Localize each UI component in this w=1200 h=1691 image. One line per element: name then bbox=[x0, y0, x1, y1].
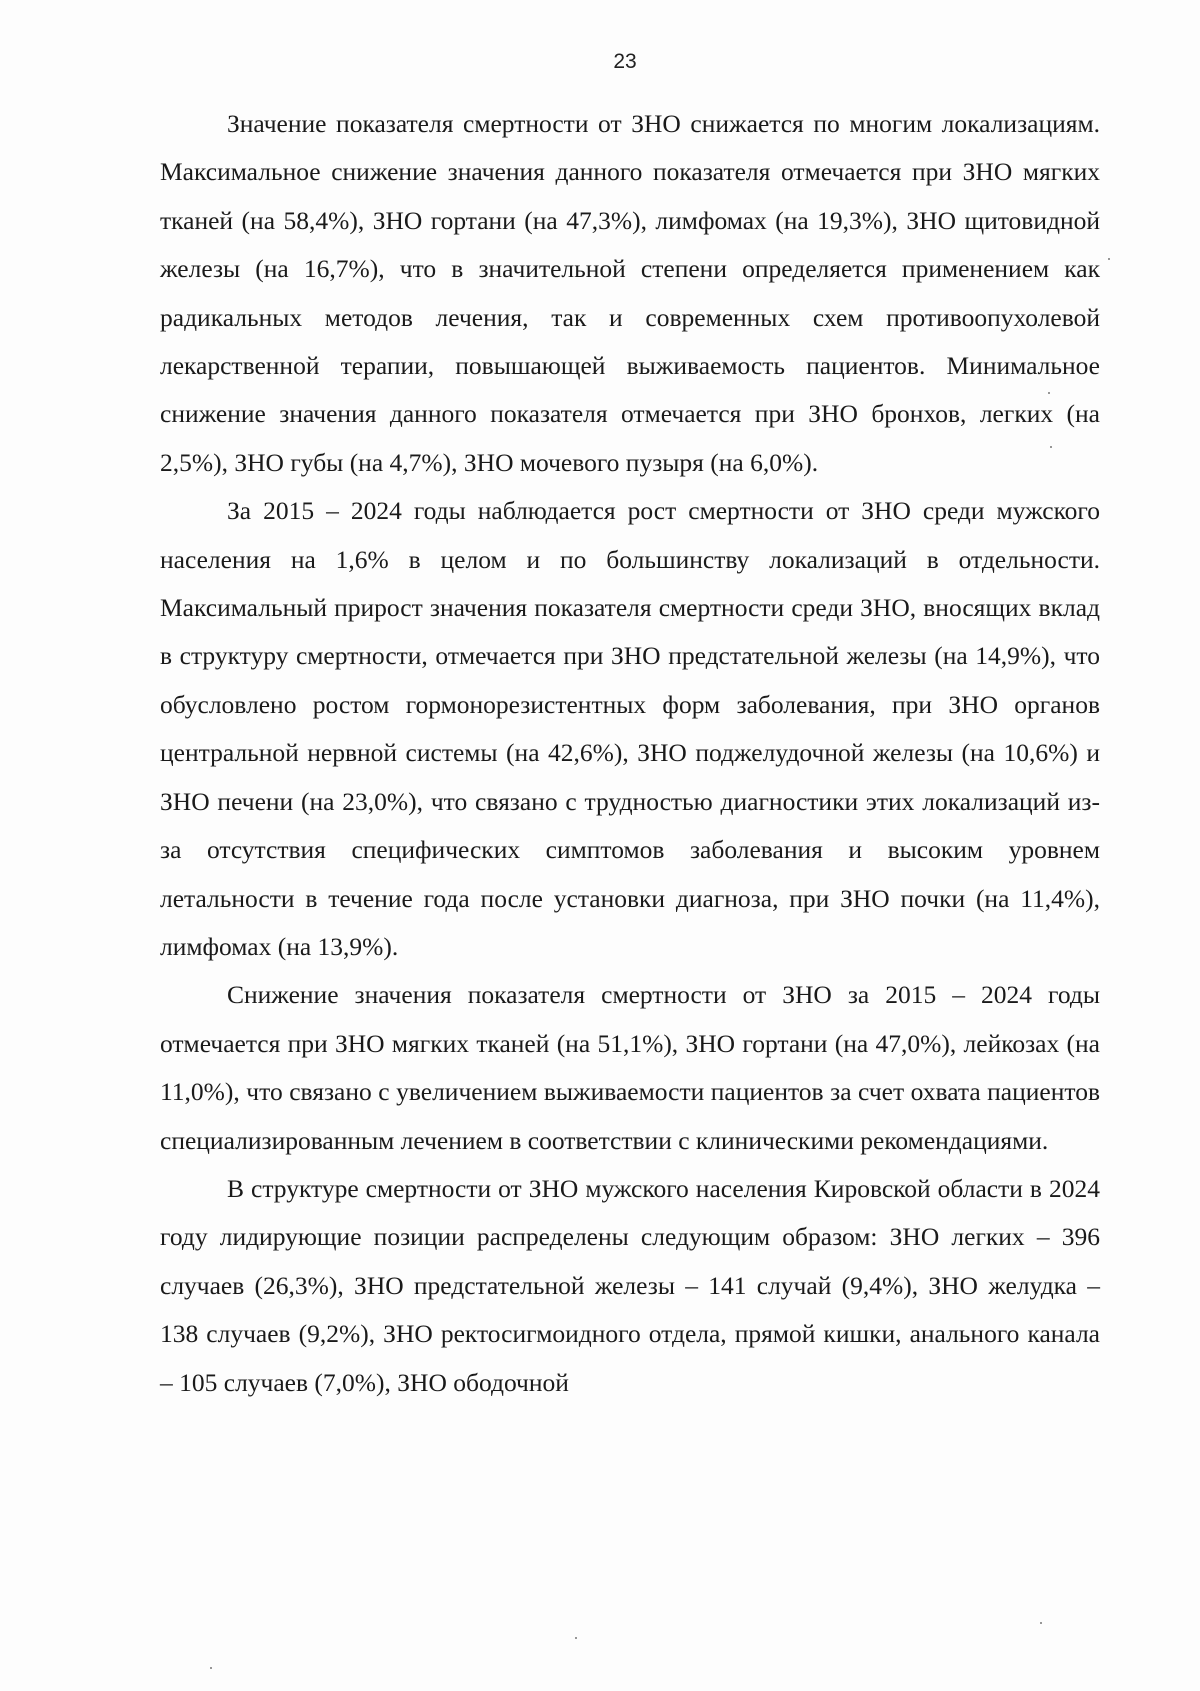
scan-speck bbox=[1108, 258, 1110, 260]
paragraph-male-mortality-growth: За 2015 – 2024 годы наблюдается рост смертности от ЗНО среди мужского населения на 1,6% в целом и по большинству локализаций в отдельности. Максимальный прирост значения показателя смертности среди ЗНО, вносящих вклад в структуру смертности, отмечается при ЗНО предстательной железы (на 14,9%), что обусловлено ростом гормонорезистентных форм заболевания, при ЗНО органов центральной нервной системы (на 42,6%), ЗНО поджелудочной железы (на 10,6%) и ЗНО печени (на 23,0%), что связано с трудностью диагностики этих локализаций из-за отсутствия специфических симптомов заболевания и высоким уровнем летальности в течение года после установки диагноза, при ЗНО почки (на 11,4%), лимфомах (на 13,9%). bbox=[160, 496, 1100, 961]
body-text bbox=[160, 100, 1100, 1407]
scan-speck bbox=[575, 1637, 577, 1639]
paragraph-mortality-decrease: Значение показателя смертности от ЗНО снижается по многим локализациям. Максимальное снижение значения данного показателя отмечается при ЗНО мягких тканей (на 58,4%), ЗНО гортани (на 47,3%), лимфомах (на 19,3%), ЗНО щитовидной железы (на 16,7%), что в значительной степени определяется применением как радикальных методов лечения, так и современных схем противоопухолевой лекарственной терапии, повышающей выживаемость пациентов. Минимальное снижение значения данного показателя отмечается при ЗНО бронхов, легких (на 2,5%), ЗНО губы (на 4,7%), ЗНО мочевого пузыря (на 6,0%). bbox=[160, 109, 1100, 477]
scan-speck bbox=[1048, 392, 1050, 394]
scan-speck bbox=[210, 1667, 212, 1669]
paragraph-mortality-structure-2024: В структуре смертности от ЗНО мужского населения Кировской области в 2024 году лидирующие позиции распределены следующим образом: ЗНО легких – 396 случаев (26,3%), ЗНО предстательной железы – 141 случай (9,4%), ЗНО желудка – 138 случаев (9,2%), ЗНО ректосигмоидного отдела, прямой кишки, анального канала – 105 случаев (7,0%), ЗНО ободочной bbox=[160, 1173, 1100, 1397]
paragraph-mortality-reduction-2015-2024: Снижение значения показателя смертности от ЗНО за 2015 – 2024 годы отмечается при ЗНО мягких тканей (на 51,1%), ЗНО гортани (на 47,0%), лейкозах (на 11,0%), что связано с увеличением выживаемости пациентов за счет охвата пациентов специализированным лечением в соответствии с клиническими рекомендациями. bbox=[160, 980, 1100, 1155]
page-number: 23 bbox=[613, 50, 637, 73]
scan-speck bbox=[1050, 446, 1052, 448]
scan-speck bbox=[1040, 1622, 1042, 1624]
